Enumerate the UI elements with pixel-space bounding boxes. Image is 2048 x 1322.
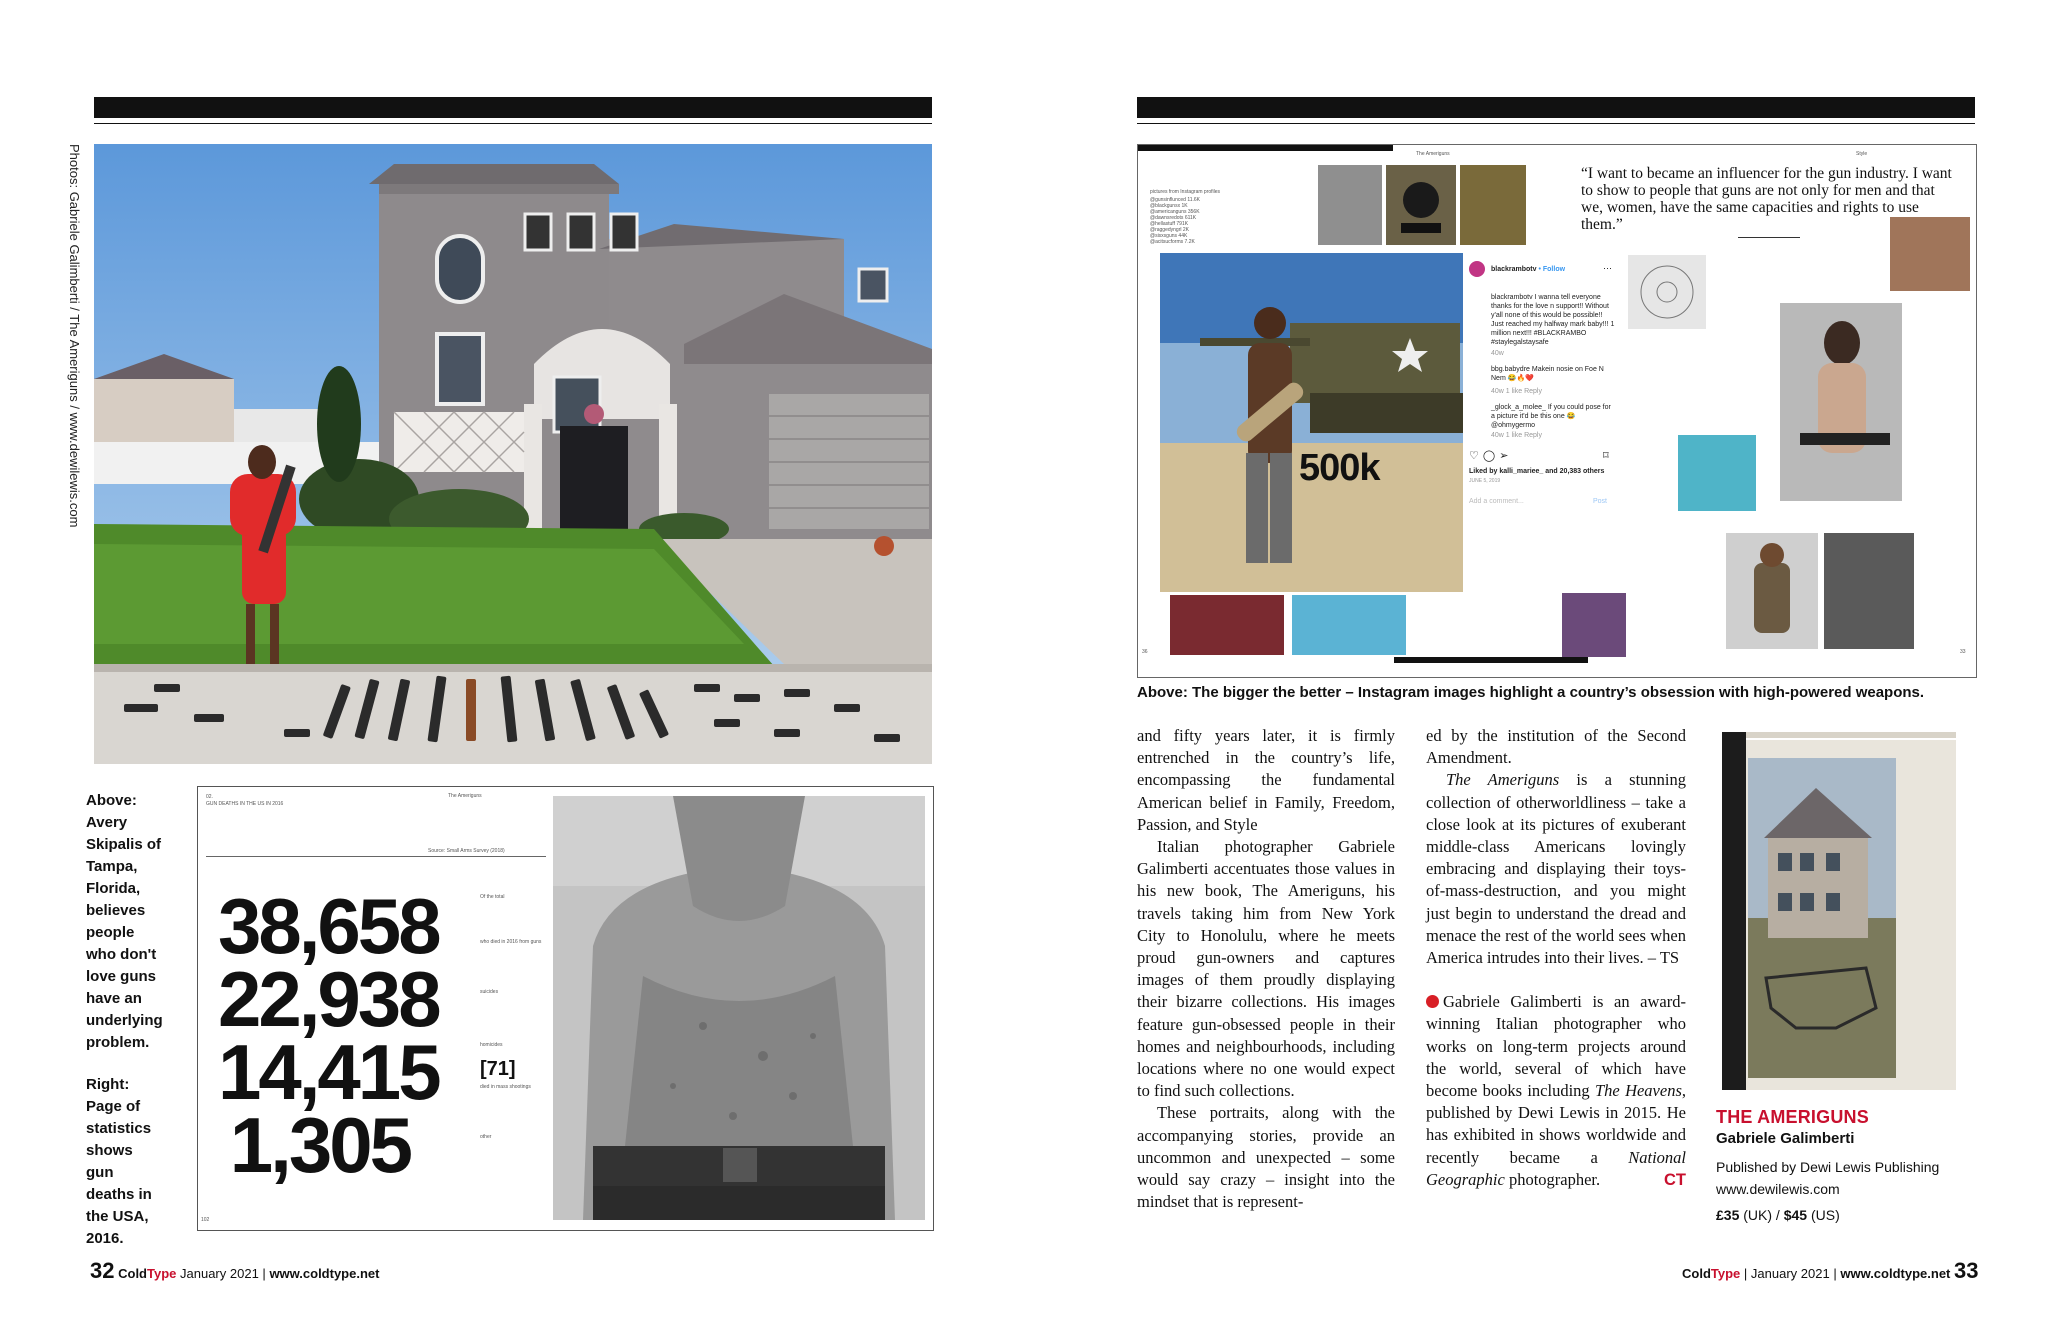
thumb-hand-gun [1318,165,1382,245]
side-list-title: pictures from Instagram profiles [1150,189,1221,195]
post-main-image [1160,253,1463,592]
article-column-1 [1137,725,1395,1213]
stat-number-2: 22,938 [218,955,439,1043]
stats-spread [197,786,934,1231]
post-comment-2: bbg.babydre Makein nosie on Foe N Nem 😂🔥❤️ [1491,366,1604,382]
stat-label-6: other [480,1134,492,1140]
thumb-purple-selfie [1562,593,1626,657]
thumb-woman-rifle [1824,533,1914,649]
photo-credit-text: Photos: Gabriele Galimberti / The Ameriguns / www.dewilewis.com [67,144,82,528]
book-publisher: Published by Dewi Lewis Publishing [1716,1159,1940,1175]
right-folio-date: January 2021 [1750,1266,1830,1281]
col1-para-3: These portraits, along with the accompanying stories, provide an uncommon and unexpected – some would say crazy – insight into the mindset that is represent- [1137,1103,1395,1212]
thumb-soldier-woman [1726,533,1818,649]
stat-label-1: Of the total [480,894,505,900]
post-more-icon[interactable]: ⋯ [1603,263,1612,273]
col2-para-2: The Ameriguns is a stunning collection of otherworldliness – take a close look at its pictures of exuberant middle-class Americans lovingly embracing and displaying their toys-of-mass-destruction, and you might just begin to understand the dread and menace the rest of the world sees when America intrudes into their lives. – TS [1426,770,1686,968]
insta-top-bar [1138,145,1393,151]
stat-number-3: 14,415 [218,1028,439,1116]
left-captions [86,790,164,1270]
book-author: Gabriele Galimberti [1716,1130,1855,1147]
side-list-item: @americanguns 356K [1150,209,1200,215]
post-submit[interactable]: Post [1593,498,1608,505]
col2-para-1: ed by the institution of the Second Amendment. [1426,726,1686,768]
insta-page-right-no: 33 [1960,649,1966,655]
thumb-flag-guns [1890,217,1970,291]
side-list-item: @acitsucforms 7.2K [1150,239,1195,245]
house-illustration [94,144,932,764]
stat-label-4: homicides [480,1042,503,1048]
stat-label-5: died in mass shootings [480,1084,531,1090]
book-price: £35 (UK) / $45 (US) [1716,1207,1840,1223]
stats-section-no: 02. [206,794,213,800]
post-likes: Liked by kalli_mariee_ and 20,383 others [1469,468,1605,475]
instagram-caption: Above: The bigger the better – Instagram images highlight a country’s obsession with high-powered weapons. [1137,684,1925,701]
left-brand-type: Type [147,1266,177,1281]
post-comment-2-meta: 40w 1 like Reply [1491,388,1542,395]
thumb-gun-collection [1460,165,1526,245]
left-top-bar [94,97,932,118]
post-action-icons[interactable] [1469,449,1512,462]
article-column-2 [1426,725,1686,1191]
thumb-pool-party [1678,435,1756,511]
right-folio [1682,1258,1978,1284]
side-list-item: @blackgunsx 1K [1150,203,1188,209]
right-folio-sep-2: | [1833,1266,1837,1281]
right-folio-sep-1: | [1743,1266,1748,1281]
left-brand-cold: Cold [118,1266,147,1281]
side-list-item: @sisxsguns 44K [1150,233,1188,239]
left-folio-sep: | [262,1266,266,1281]
book-cover [1716,728,1956,1098]
photo-credit [64,144,82,534]
stats-running-head: The Ameriguns [448,793,482,799]
ct-signoff: CT [1664,1170,1686,1189]
book-url[interactable]: www.dewilewis.com [1716,1181,1840,1197]
thumb-stars-stripes [1170,595,1284,655]
stat-number-1: 38,658 [218,882,439,970]
heart-icon[interactable]: ♡ [1469,450,1483,462]
post-comment-1-time: 40w [1491,350,1504,357]
stats-source: Source: Small Arms Survey (2018) [428,848,505,854]
right-folio-site: www.coldtype.net [1840,1266,1951,1281]
pull-quote: “I want to became an influencer for the gun industry. I want to show to people that guns are not only for men and that we, women, have the same capacities and rights to use them.” [1581,165,1952,233]
book-cover-illustration [1716,728,1956,1098]
insta-running-head-right: Style [1856,151,1868,157]
side-list-item: @raggedyngrl 2K [1150,227,1189,233]
stat-label-3: suicides [480,989,499,995]
post-date: JUNE 5, 2019 [1469,478,1501,484]
caption-above: Above: Avery Skipalis of Tampa, Florida, believes people who don't love guns have an underlying problem. [86,792,163,1051]
right-top-rule [1137,123,1975,124]
insta-bottom-bar [1394,657,1588,663]
col1-para-1: and fifty years later, it is firmly entrenched in the country’s life, encompassing the fundamental American belief in Family, Freedom, Passion, and Style [1137,726,1395,834]
post-avatar [1469,261,1485,277]
stats-page-no: 102 [201,1217,210,1223]
stats-rule [206,856,546,857]
thumb-black-rambo [1386,165,1456,245]
col1-para-2: Italian photographer Gabriele Galimberti accentuates those values in his new book, The Ameriguns, his travels taking him from New York City to Honolulu, where he meets proud gun-owners and captures images of them proudly displaying their bizarre collections. His images feature gun-obsessed people in their homes and neighbourhoods, including locations where no one would expect to find such collections. [1137,837,1395,1101]
tank-illustration [1160,253,1463,592]
post-comment-1: blackrambotv I wanna tell everyone thanks for the love n support!! Without y'all none of this would be possible!! Just reached my halfway mark baby!!! 1 million next!!! #BLACKRAMBO #staylegalstaysafe [1491,294,1615,346]
comment-icon[interactable]: ◯ [1482,450,1500,462]
author-bio: Gabriele Galimberti is an award-winning Italian photographer who works on long-term projects around the world, several of which have become books including The Heavens, published by Dewi Lewis in 2015. He has exhibited in shows worldwide and recently became a National Geographic photographer. CT [1426,991,1686,1191]
book-title: THE AMERIGUNS [1716,1107,1869,1127]
stat-number-4: 1,305 [229,1101,410,1189]
left-folio [90,1258,379,1284]
insta-page-left-no: 36 [1142,649,1148,655]
thumb-sketch-diagram [1628,255,1706,329]
post-comments-panel [1463,253,1619,592]
insta-running-head-left: The Ameriguns [1416,151,1450,157]
instagram-spread [1137,144,1977,678]
stat-label-2: who died in 2016 from guns [480,939,542,945]
post-comment-3-meta: 40w 1 like Reply [1491,432,1542,439]
right-brand-cold: Cold [1682,1266,1711,1281]
post-follow[interactable]: • Follow [1538,266,1566,273]
house-photo [94,144,932,764]
left-top-rule [94,123,932,124]
post-username: blackrambotv [1491,266,1537,273]
book-info [1716,1106,1976,1226]
left-folio-date: January 2021 [180,1266,259,1281]
stats-torso-photo [553,796,925,1220]
right-brand-type: Type [1710,1266,1741,1281]
bookmark-icon[interactable]: ⌑ [1603,450,1609,462]
right-page-number: 33 [1954,1258,1979,1283]
side-list-item: @hellastuff 791K [1150,221,1189,227]
left-page-number: 32 [90,1258,115,1283]
torso-illustration [553,796,925,1220]
stats-heading: GUN DEATHS IN THE US IN 2016 [206,801,284,807]
right-top-bar [1137,97,1975,118]
quote-rule [1738,237,1800,238]
badge-500k: 500k [1299,447,1380,489]
post-add-comment[interactable]: Add a comment... [1469,498,1524,505]
left-folio-site: www.coldtype.net [269,1266,380,1281]
thumb-woman-portrait [1780,303,1902,501]
side-list-item: @gunsinflunced 11.6K [1150,197,1201,203]
side-list-item: @dawnsredots 611K [1150,215,1197,221]
post-comment-3: _glock_a_molee_ If you could pose for a picture it'd be this one 😂 @ohmygermo [1491,404,1611,429]
thumb-poolside [1292,595,1406,655]
stat-bracket: [71] [480,1058,516,1080]
bullet-dot-icon [1426,995,1439,1008]
caption-right: Right: Page of statistics shows gun deaths in the USA, 2016. [86,1076,152,1247]
book-title-italic: The Ameriguns [1446,770,1560,790]
share-icon[interactable]: ➢ [1499,450,1513,462]
